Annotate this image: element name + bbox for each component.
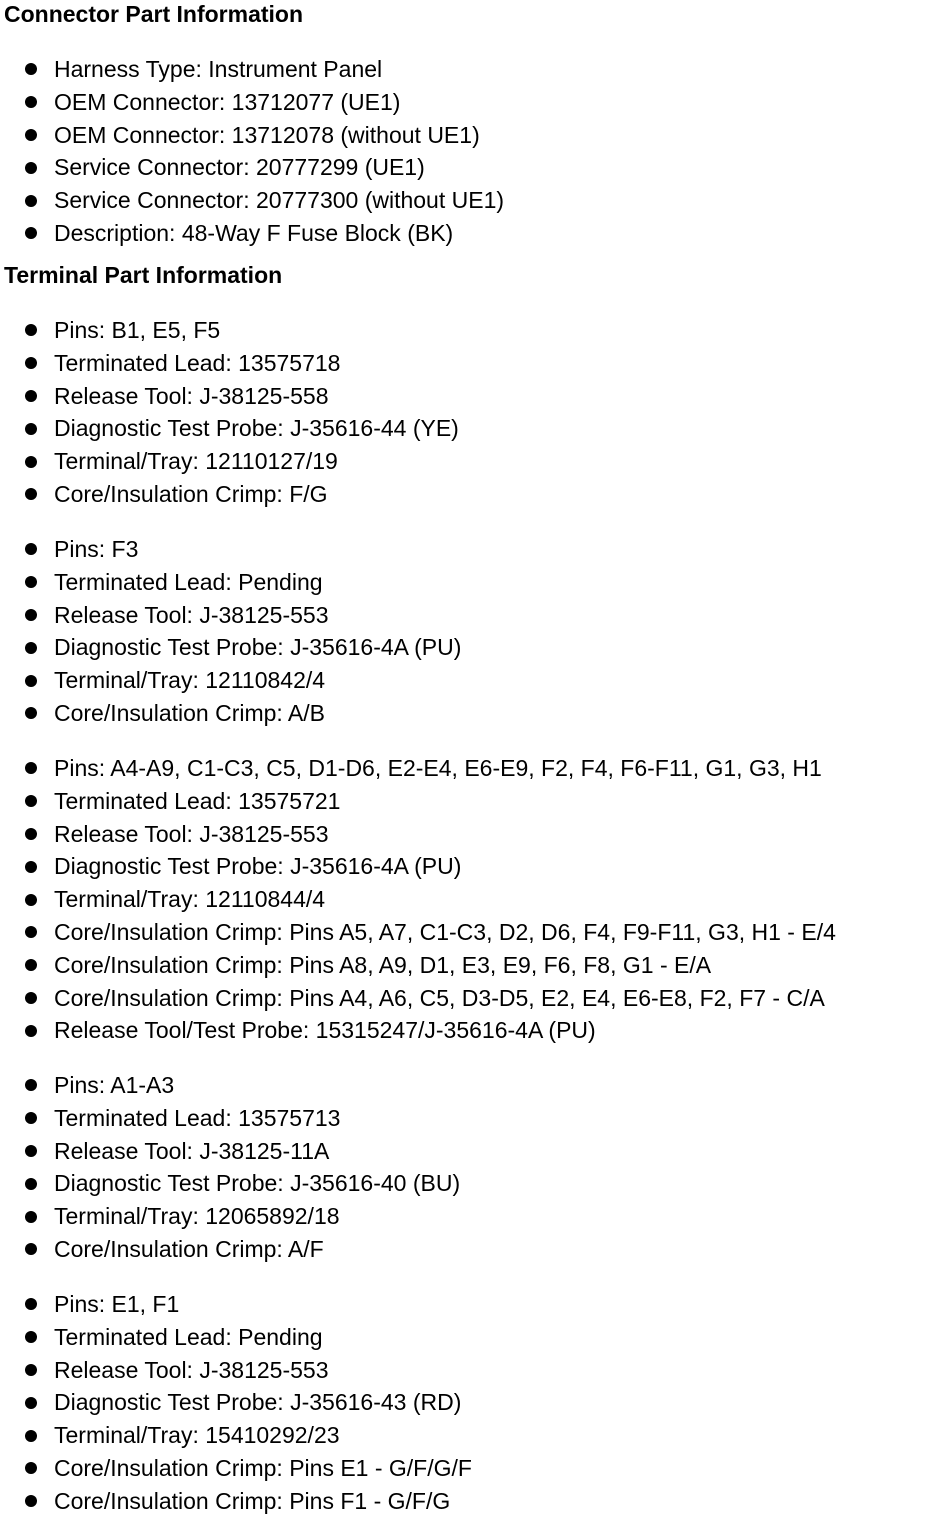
terminal-group-3	[0, 752, 836, 1047]
list-item-text: Diagnostic Test Probe: J-35616-44 (YE)	[54, 415, 459, 442]
bullet-icon	[25, 894, 37, 906]
list-item-text: OEM Connector: 13712077 (UE1)	[54, 88, 401, 115]
bullet-icon	[25, 357, 37, 369]
list-item	[0, 478, 459, 511]
list-item-text: Release Tool: J-38125-558	[54, 382, 329, 409]
list-item-text: Release Tool: J-38125-553	[54, 1356, 329, 1383]
list-item-text: Release Tool: J-38125-553	[54, 820, 329, 847]
list-item	[0, 1069, 460, 1102]
bullet-icon	[25, 576, 37, 588]
connector-part-heading: Connector Part Information	[4, 1, 304, 27]
list-item-text: Service Connector: 20777300 (without UE1)	[54, 187, 505, 214]
list-item	[0, 599, 461, 632]
bullet-icon	[25, 675, 37, 687]
bullet-icon	[25, 1397, 37, 1409]
list-item	[0, 533, 461, 566]
bullet-icon	[25, 227, 37, 239]
list-item	[0, 412, 459, 445]
bullet-icon	[25, 96, 37, 108]
list-item-text: Core/Insulation Crimp: F/G	[54, 480, 328, 507]
list-item	[0, 1102, 460, 1135]
bullet-icon	[25, 642, 37, 654]
bullet-icon	[25, 1178, 37, 1190]
bullet-icon	[25, 992, 37, 1004]
list-item	[0, 916, 836, 949]
list-item	[0, 949, 836, 982]
list-item	[0, 1452, 472, 1485]
list-item	[0, 119, 504, 152]
list-item	[0, 982, 836, 1015]
bullet-icon	[25, 129, 37, 141]
list-item	[0, 1135, 460, 1168]
bullet-icon	[25, 1430, 37, 1442]
list-item	[0, 1354, 472, 1387]
list-item-text: Core/Insulation Crimp: Pins A4, A6, C5, D3-D5, E2, E4, E6-E8, F2, F7 - C/A	[54, 984, 825, 1011]
list-item	[0, 1419, 472, 1452]
list-item-text: Terminated Lead: 13575713	[54, 1104, 341, 1131]
bullet-icon	[25, 456, 37, 468]
bullet-icon	[25, 762, 37, 774]
list-item-text: Release Tool: J-38125-553	[54, 601, 329, 628]
list-item	[0, 445, 459, 478]
list-item-text: Service Connector: 20777299 (UE1)	[54, 154, 425, 181]
list-item	[0, 53, 504, 86]
bullet-icon	[25, 1079, 37, 1091]
list-item	[0, 86, 504, 119]
bullet-icon	[25, 390, 37, 402]
terminal-group-5	[0, 1288, 472, 1518]
bullet-icon	[25, 609, 37, 621]
list-item	[0, 785, 836, 818]
list-item-text: Release Tool/Test Probe: 15315247/J-35616-4A (PU)	[54, 1017, 596, 1044]
list-item-text: Terminated Lead: Pending	[54, 568, 323, 595]
list-item	[0, 631, 461, 664]
bullet-icon	[25, 1462, 37, 1474]
bullet-icon	[25, 1243, 37, 1255]
list-item-text: Pins: A4-A9, C1-C3, C5, D1-D6, E2-E4, E6-E9, F2, F4, F6-F11, G1, G3, H1	[54, 755, 822, 781]
list-item	[0, 1386, 472, 1419]
bullet-icon	[25, 861, 37, 873]
list-item	[0, 664, 461, 697]
list-item	[0, 1288, 472, 1321]
list-item	[0, 566, 461, 599]
list-item-text: Terminal/Tray: 12110842/4	[54, 667, 326, 694]
bullet-icon	[25, 195, 37, 207]
bullet-icon	[25, 1495, 37, 1507]
list-item	[0, 1485, 472, 1518]
list-item	[0, 184, 504, 217]
list-item-text: Terminal/Tray: 12110127/19	[54, 448, 338, 475]
terminal-part-heading: Terminal Part Information	[4, 262, 283, 288]
list-item	[0, 314, 459, 347]
list-item-text: Pins: A1-A3	[54, 1072, 175, 1098]
list-item	[0, 347, 459, 380]
list-item	[0, 1233, 460, 1266]
bullet-icon	[25, 423, 37, 435]
bullet-icon	[25, 926, 37, 938]
list-item-text: Pins: E1, F1	[54, 1291, 180, 1317]
list-item-text: Description: 48-Way F Fuse Block (BK)	[54, 219, 454, 246]
list-item	[0, 1167, 460, 1200]
bullet-icon	[25, 63, 37, 75]
list-item	[0, 1200, 460, 1233]
list-item-text: Release Tool: J-38125-11A	[54, 1137, 330, 1164]
list-item-text: Pins: B1, E5, F5	[54, 317, 221, 343]
list-item	[0, 883, 836, 916]
list-item-text: Core/Insulation Crimp: Pins A8, A9, D1, E3, E9, F6, F8, G1 - E/A	[54, 951, 712, 978]
list-item	[0, 850, 836, 883]
list-item-text: Diagnostic Test Probe: J-35616-43 (RD)	[54, 1389, 462, 1416]
bullet-icon	[25, 543, 37, 555]
list-item	[0, 1321, 472, 1354]
bullet-icon	[25, 707, 37, 719]
list-item	[0, 1014, 836, 1047]
list-item	[0, 818, 836, 851]
bullet-icon	[25, 828, 37, 840]
bullet-icon	[25, 1211, 37, 1223]
list-item	[0, 752, 836, 785]
terminal-group-4	[0, 1069, 460, 1266]
list-item-text: Core/Insulation Crimp: A/B	[54, 699, 326, 726]
list-item-text: Terminated Lead: 13575721	[54, 787, 341, 814]
list-item	[0, 151, 504, 184]
bullet-icon	[25, 324, 37, 336]
list-item-text: OEM Connector: 13712078 (without UE1)	[54, 121, 480, 148]
bullet-icon	[25, 959, 37, 971]
bullet-icon	[25, 1298, 37, 1310]
list-item-text: Terminal/Tray: 15410292/23	[54, 1422, 340, 1449]
list-item-text: Diagnostic Test Probe: J-35616-4A (PU)	[54, 634, 462, 661]
list-item	[0, 697, 461, 730]
list-item	[0, 380, 459, 413]
bullet-icon	[25, 1331, 37, 1343]
terminal-group-2	[0, 533, 461, 730]
bullet-icon	[25, 795, 37, 807]
bullet-icon	[25, 1025, 37, 1037]
bullet-icon	[25, 488, 37, 500]
list-item-text: Terminated Lead: 13575718	[54, 349, 341, 376]
list-item-text: Harness Type: Instrument Panel	[54, 56, 383, 82]
list-item-text: Terminated Lead: Pending	[54, 1323, 323, 1350]
list-item	[0, 217, 504, 250]
list-item-text: Core/Insulation Crimp: Pins F1 - G/F/G	[54, 1487, 451, 1514]
list-item-text: Core/Insulation Crimp: Pins E1 - G/F/G/F	[54, 1454, 472, 1481]
list-item-text: Pins: F3	[54, 536, 139, 562]
bullet-icon	[25, 162, 37, 174]
list-item-text: Diagnostic Test Probe: J-35616-4A (PU)	[54, 853, 462, 880]
list-item-text: Terminal/Tray: 12065892/18	[54, 1203, 340, 1230]
bullet-icon	[25, 1145, 37, 1157]
bullet-icon	[25, 1112, 37, 1124]
list-item-text: Core/Insulation Crimp: Pins A5, A7, C1-C3, D2, D6, F4, F9-F11, G3, H1 - E/4	[54, 918, 836, 945]
terminal-group-1	[0, 314, 459, 511]
list-item-text: Diagnostic Test Probe: J-35616-40 (BU)	[54, 1170, 461, 1197]
list-item-text: Core/Insulation Crimp: A/F	[54, 1235, 324, 1262]
bullet-icon	[25, 1364, 37, 1376]
list-item-text: Terminal/Tray: 12110844/4	[54, 886, 326, 913]
connector-part-list	[0, 53, 504, 250]
